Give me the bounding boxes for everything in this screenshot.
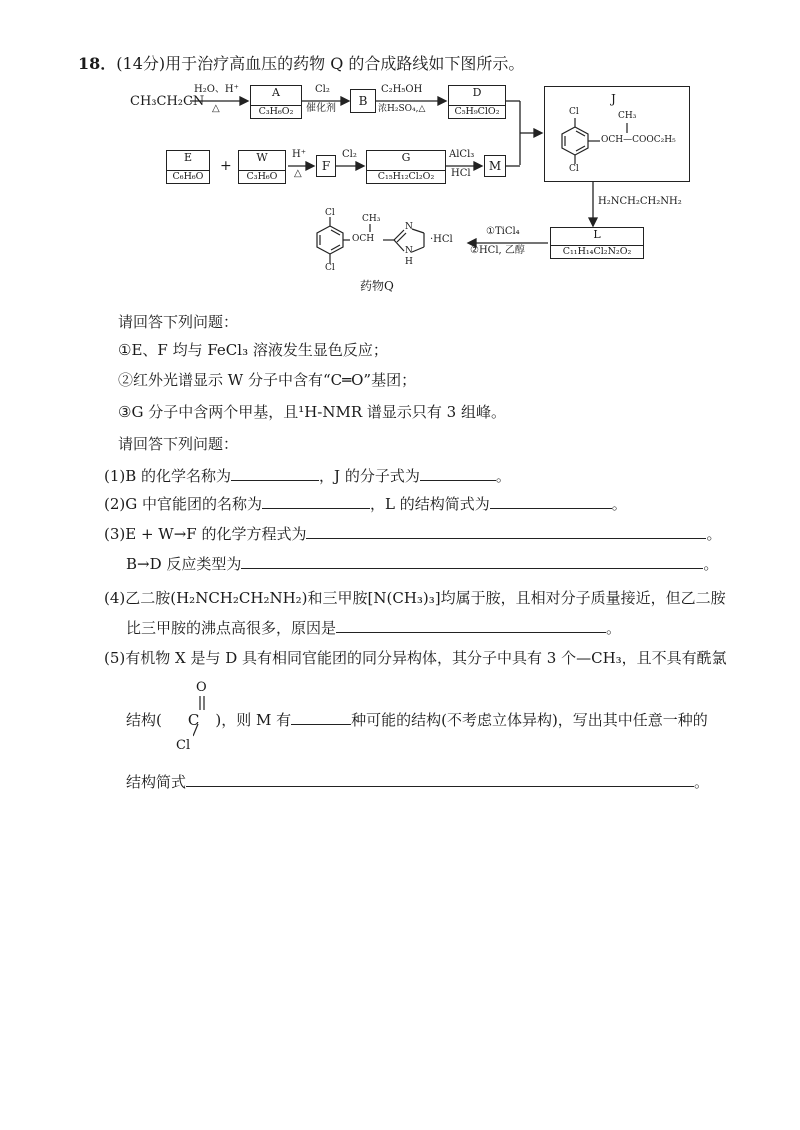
acyl-carbon: C [187,711,200,729]
q1-prompt-name: (1)B 的化学名称为 [104,467,232,485]
q5-answer-blank-count[interactable] [291,710,351,725]
box-M [484,155,506,177]
info-item-3: ③G 分子中含两个甲基，且¹H-NMR 谱显示只有 3 组峰。 [118,403,506,421]
box-J [544,86,690,182]
box-L-label: L [593,228,601,241]
box-D [448,85,506,119]
step4-condition: △ [294,168,302,179]
step2-condition: 催化剂 [306,103,336,114]
info-header: 请回答下列问题： [118,313,239,331]
step4-reagent: H⁺ [292,149,306,160]
Q-ether-chain: OCH [352,234,375,244]
box-W [238,150,286,184]
J-chlorine-bottom: Cl [569,164,579,174]
questions-header: 请回答下列问题： [118,435,239,453]
box-D-label: D [472,86,482,99]
Q-chlorine-bottom: Cl [325,263,335,273]
J-side-chain: OCH—COOC₂H₅ [601,135,676,145]
question-3b [126,554,718,574]
q3-prompt-reaction-type: B→D 反应类型为 [126,555,242,573]
q2-answer-blank-structure[interactable] [490,494,612,509]
box-B [350,89,376,113]
Q-hydrogen: H [405,257,413,267]
q3-end: 。 [706,525,722,543]
acyl-oxygen: O [196,680,207,695]
step1-condition: △ [212,103,220,114]
box-L-formula: C₁₁H₁₄Cl₂N₂O₂ [551,245,643,257]
q3-prompt-equation: (3)E + W→F 的化学方程式为 [104,525,307,543]
box-A [250,85,302,119]
q2-prompt-structure: ，L 的结构简式为 [370,495,490,513]
step6-reagent: AlCl₃ [449,149,475,160]
step5-reagent: Cl₂ [342,149,357,160]
Q-nitrogen-bottom: N [405,246,413,256]
q2-end: 。 [611,495,627,513]
question-5-line-2 [126,710,708,730]
starting-material: CH₃CH₂CN [130,94,205,109]
box-G-label: G [401,151,411,164]
step8-condition: ②HCl, 乙醇 [470,245,525,256]
question-4-line-1: (4)乙二胺(H₂NCH₂CH₂NH₂)和三甲胺[N(CH₃)₃]均属于胺，且相对分子质量接近，但乙二胺 [104,589,726,607]
question-2 [104,494,627,514]
step1-reagent: H₂O、H⁺ [194,84,239,95]
box-J-label: J [611,92,616,106]
step7-reagent: H₂NCH₂CH₂NH₂ [598,196,682,207]
step2-reagent: Cl₂ [315,84,330,95]
J-methyl: CH₃ [618,111,637,121]
q5-end: 。 [694,773,710,791]
question-number: 18． [78,54,117,73]
Q-nitrogen-top: N [405,222,413,232]
q5-prompt-count: )，则 M 有 [215,711,292,729]
question-5-line-3 [126,772,709,792]
q2-prompt-group: (2)G 中官能团的名称为 [104,495,262,513]
q4-answer-blank-reason[interactable] [336,618,606,633]
box-F-label: F [321,159,331,173]
plus-sign: + [220,158,232,174]
q5-prompt-any: 种可能的结构(不考虑立体异构)，写出其中任意一种的 [351,711,708,729]
box-E [166,150,210,184]
q5-answer-blank-formula[interactable] [186,772,694,787]
q1-answer-blank-name[interactable] [231,466,319,481]
box-B-label: B [358,94,368,108]
box-F [316,155,336,177]
step6-condition: HCl [451,168,471,179]
drug-Q-label: 药物Q [360,279,394,293]
q4-prompt-reason: 比三甲胺的沸点高很多，原因是 [126,619,337,637]
box-M-label: M [488,159,502,173]
q1-answer-blank-formula[interactable] [420,466,496,481]
q1-prompt-formula: ，J 的分子式为 [319,467,420,485]
question-1 [104,466,511,486]
box-L [550,227,644,259]
q5-prompt-structure-open: 结构( [126,711,162,729]
q1-end: 。 [495,467,511,485]
Q-chlorine-top: Cl [325,208,335,218]
q3-answer-blank-equation[interactable] [306,524,706,539]
q5-prompt-formula: 结构简式 [126,773,187,791]
q2-answer-blank-group[interactable] [262,494,370,509]
question-3 [104,524,721,544]
info-item-1: ①E、F 均与 FeCl₃ 溶液发生显色反应； [118,341,388,359]
box-E-label: E [183,151,193,164]
J-chlorine-top: Cl [569,107,579,117]
question-5-line-1: (5)有机物 X 是与 D 具有相同官能团的同分异构体，其分子中具有 3 个—CH₃，且不具有酰氯 [104,649,727,667]
box-W-label: W [256,151,268,164]
box-A-formula: C₃H₆O₂ [251,105,301,117]
Q-methyl: CH₃ [362,214,381,224]
step3-reagent: C₂H₅OH [381,84,423,95]
question-4-line-2 [126,618,621,638]
info-item-2: ②红外光谱显示 W 分子中含有“C═O”基团； [118,371,417,389]
step3-condition: 浓H₂SO₄,△ [378,104,426,114]
question-intro: 用于治疗高血压的药物 Q 的合成路线如下图所示。 [165,54,525,73]
box-G-formula: C₁₅H₁₂Cl₂O₂ [367,170,445,182]
q3b-end: 。 [703,555,719,573]
box-A-label: A [272,86,280,99]
question-points: (14分) [116,54,166,73]
box-E-formula: C₆H₆O [167,170,209,182]
step8-reagent: ①TiCl₄ [486,226,520,237]
box-W-formula: C₃H₆O [239,170,285,182]
J-benzene-ring [545,87,689,181]
q3-answer-blank-reaction-type[interactable] [241,554,703,569]
box-D-formula: C₅H₉ClO₂ [449,105,505,117]
q4-end: 。 [606,619,622,637]
acyl-chlorine: Cl [176,738,191,753]
Q-hydrochloride: ·HCl [430,234,453,245]
box-G [366,150,446,184]
